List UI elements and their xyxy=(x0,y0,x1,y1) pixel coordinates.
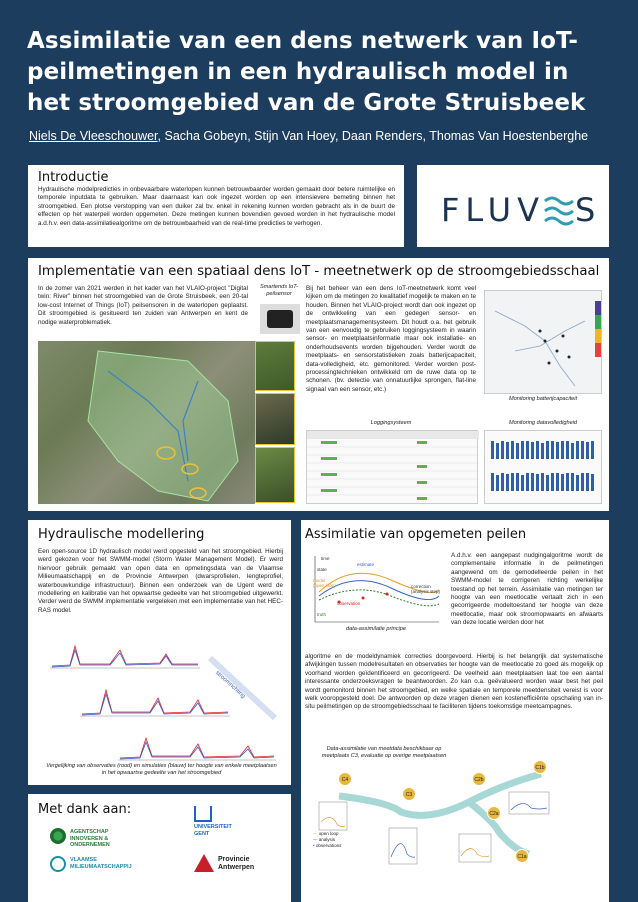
network-node-c3 xyxy=(402,787,416,801)
vlaio-icon xyxy=(50,828,66,844)
network-node-c1a xyxy=(515,849,529,863)
thanks-panel xyxy=(28,794,291,902)
sponsor1-label: AGENTSCHAP INNOVEREN & ONDERNEMEN xyxy=(70,829,110,848)
diagram-label-state: state xyxy=(317,567,327,572)
diagram-label-estimate: estimate xyxy=(357,562,375,567)
implementation-title: Implementatie van een spatiaal dens IoT - meetnetwerk op de stroomgebiedsschaal xyxy=(38,264,600,279)
site-photo-3 xyxy=(255,447,295,503)
intro-text: Hydraulische modelpredicties in onbevaarbare waterlopen kunnen betrouwbaarder worden gemaakt door betere ruimtelijke en temporele inputdata te gebruiken. Maar daarnaast kan ook ingezet worden op een intensievere bemeting binnen het stroomgebied. Een plotse verstopping van een duiker zal bv. enkel in rekening kunnen worden gebracht als in de buurt de effecten op het waterpeil worden opgemeten. Deze metingen kunnen bovendien gevoed worden in het hydraulische model a.d.h.v. een data-assimilatiealgoritme om de betrouwbaarheid van de real-time predicties te verhogen. xyxy=(38,186,395,227)
ugent-icon xyxy=(194,806,212,822)
sponsor3-label: VLAAMSE MILIEUMAATSCHAPPIJ xyxy=(70,857,132,870)
author-list xyxy=(29,129,629,143)
diagram-label-model: model (open loop) xyxy=(313,578,336,588)
diagram-label-truth: truth xyxy=(317,612,327,617)
network-node-c4 xyxy=(338,772,352,786)
sponsor4-label: Provincie Antwerpen xyxy=(218,856,255,871)
sensor-photo xyxy=(260,304,300,334)
sponsor-provincie-logo xyxy=(194,852,284,882)
poster-title: Assimilatie van een dens netwerk van IoT-peilmetingen in een hydraulisch model in het stroomgebied van de Grote Struisbeek xyxy=(27,28,586,116)
node-label-c3: C3 xyxy=(405,792,413,798)
hydraulic-plots xyxy=(40,628,280,768)
implementation-col1: In de zomer van 2021 werden in het kader van het VLAIO-project "Digital twin: River" binnen het stroomgebied van de Grote Struisbeek, een 20-tal low-cost Internet of Things (IoT) peilsensoren in de waterlopen geplaatst. Dit stroomgebied is gesitueerd ten zuiden van Antwerpen en kent de nodige waterproblematiek. xyxy=(38,285,248,326)
hydraulic-caption: Vergelijking van observaties (rood) en simulaties (blauw) ter hoogte van enkele meetplaatsen in het opwaartse gedeelte van het stroomgebied xyxy=(46,763,277,776)
legend-open-loop-label: open loop xyxy=(318,831,339,836)
node-label-c2b: C2b xyxy=(474,777,484,783)
logo-panel xyxy=(417,165,609,247)
node-label-c2a: C2a xyxy=(489,811,499,817)
site-photo-2 xyxy=(255,393,295,445)
sponsor-vlaio-logo xyxy=(50,826,180,850)
intro-panel xyxy=(28,165,404,247)
site-photo-1 xyxy=(255,341,295,391)
diagram-label-observation: observation xyxy=(337,601,361,606)
intro-title: Introductie xyxy=(38,170,109,185)
node-label-c4: C4 xyxy=(341,777,349,783)
completeness-chart xyxy=(484,430,602,504)
thanks-title: Met dank aan: xyxy=(38,802,132,817)
flow-direction-label: stroomrichting xyxy=(213,670,247,700)
svg-text:FLUV: FLUV xyxy=(441,191,545,229)
diagram-label-correction: correction (analysis step) xyxy=(411,584,441,594)
legend-open-loop: — open loop xyxy=(313,831,339,836)
network-caption: Data-assimilatie van meetdata beschikbaar op meetplaats C3, evaluatie op overige meetplaatsen xyxy=(321,746,447,759)
implementation-col2: Bij het beheer van een dens IoT-meetnetwerk komt veel kijken om de metingen zo kwalitatief mogelijk te maken en te houden. Binnen het VLAIO-project wordt dan ook ingezet op de ontwikkeling van een gedegen sensor- en meetplaatsmanagementsysteem. Dit houdt o.a. het gebruik van een eenvoudig te gebruiken loggingsysteem in waarin sensor- en meetplaatsinformatie maar ook installatie- en onderhoudsevents worden bijgehouden. Verder wordt de meetplaats- en sensorstatistieken zoals batterijcapaciteit, data-volledigheid, etc. gemonitored. Verder worden post-processingtechnieken ontwikkeld om de ruwe data op te schonen. (bv. detectie van onnatuurlijke sprongen, flat-line signaal van een sensor, etc.) xyxy=(306,285,476,393)
legend-analysis-label: analysis xyxy=(318,837,336,842)
vmm-icon xyxy=(50,856,66,872)
sensor-caption: Smartends IoT-peilsensor xyxy=(259,284,299,297)
logging-table xyxy=(306,430,478,504)
assimilation-text-right: A.d.h.v. een aangepast nudgingalgoritme wordt de complementaire informatie in de peilmetingen aangewend om de gemodelleerde peilen in het SWMM-model te corrigeren richting werkelijke toestand op het terrein. Assimilatie van metingen ter hoogte van een meetlocatie vertaalt zich in een gecorrigeerde modeltoestand ter hoogte van deze meetlocatie, maar ook stroomopwaarts en afwaarts van deze locatie werden door het xyxy=(451,552,603,627)
hydraulic-title: Hydraulische modellering xyxy=(38,527,205,542)
fluves-logo xyxy=(417,165,609,247)
network-legend xyxy=(313,831,341,849)
assimilation-panel xyxy=(301,520,609,902)
sponsor-ugent-logo xyxy=(194,806,274,842)
battery-caption: Monitoring batterijcapaciteit xyxy=(508,396,578,402)
network-node-c2b xyxy=(472,772,486,786)
assimilation-title: Assimilatie van opgemeten peilen xyxy=(305,527,527,542)
catchment-map xyxy=(38,341,255,504)
svg-text:S: S xyxy=(575,191,596,229)
node-label-c1a: C1a xyxy=(517,854,527,860)
sponsor2-label: UNIVERSITEIT GENT xyxy=(194,824,232,837)
battery-map xyxy=(484,290,602,394)
other-authors: , Sacha Gobeyn, Stijn Van Hoey, Daan Renders, Thomas Van Hoestenberghe xyxy=(157,129,589,143)
hydraulic-panel xyxy=(28,520,291,785)
logging-caption: Loggingsysteem xyxy=(370,420,412,426)
network-node-c1b xyxy=(533,760,547,774)
first-author: Niels De Vleeschouwer xyxy=(29,129,158,143)
diagram-label-time: time xyxy=(321,556,330,561)
sponsor-vmm-logo xyxy=(50,854,180,880)
plot-1 xyxy=(50,646,200,668)
implementation-panel xyxy=(28,258,609,511)
legend-observations-label: observations xyxy=(315,843,342,848)
plot-3 xyxy=(118,738,276,760)
network-node-c2a xyxy=(487,806,501,820)
legend-analysis: — analysis xyxy=(313,837,336,842)
assimilation-diagram-caption: data-assimilatie principe xyxy=(345,626,406,632)
plot-2 xyxy=(80,690,230,716)
node-label-c1b: C1b xyxy=(535,765,545,771)
assimilation-text-full: algoritme en de modeldynamiek correcties doorgevoerd. Hierbij is het belangrijk dat systematische afwijkingen tussen modelresultaten en observaties ter hoogte van de meetlocatie zo goed als mogelijk op voorhand worden geïdentificeerd en gecorrigeerd. De veelheid aan meetplaatsen laat toe een aantal interessante onderzoeksvragen te beantwoorden. Zo kan o.a. geëvalueerd worden waar best het peil wordt gemonitord binnen het stroomgebied, en welke spatiale en temporele meetdensiteit vereist is voor welk vooropgesteld doel. De antwoorden op deze vragen dienen een kostenefficiënte opschaling van in-situ peilmetingen op de stroomgebiedsschaal te faciliteren tijdens toekomstige meetcampagnes. xyxy=(305,653,603,711)
completeness-caption: Monitoring datavolledigheid xyxy=(508,420,578,426)
legend-observations: • observations xyxy=(313,843,342,848)
provincie-icon xyxy=(194,854,214,872)
hydraulic-text: Een open-source 1D hydraulisch model werd opgesteld van het stroomgebied. Hierbij werd gekozen voor het SWMM-model (Storm Water Management Model). Er werd hiervoor gebruik gemaakt van open data en opmetingsdata van de Vlaamse Milieumaatschappij en de Provincie Antwerpen (dwarsprofielen, lengteprofiel, waterbouwkundige infrastructuur). Binnen een onderzoek van de Ugent werd de modellering en kalibratie van het opwaartse gedeelte van het stroomgebied uitgewerkt. Verder werd de SWMM implementatie vergeleken met een implementatie van het HEC-RAS model. xyxy=(38,548,283,614)
